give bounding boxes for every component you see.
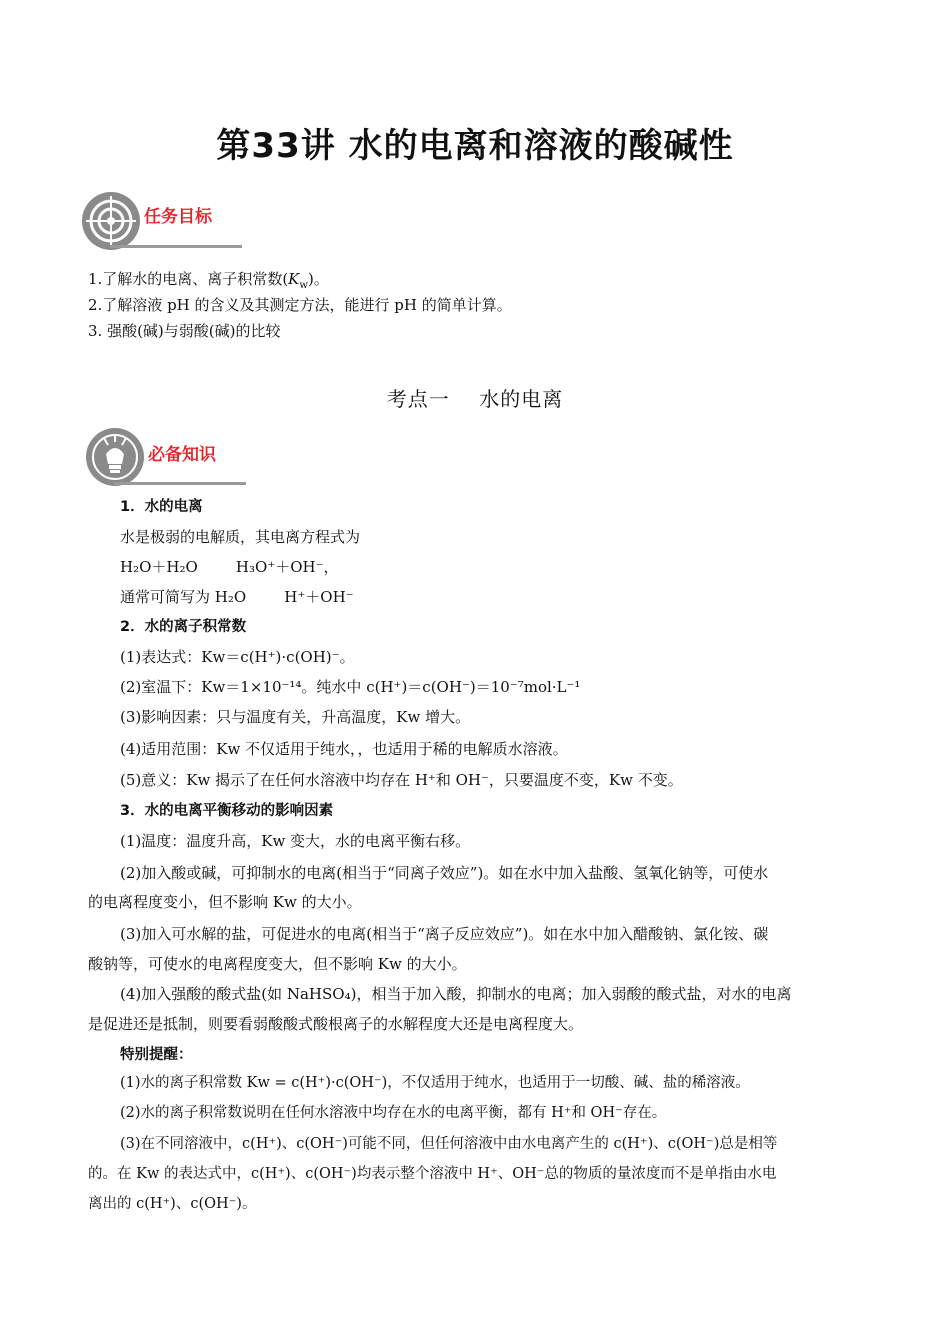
target-icon [82,192,140,250]
knowledge-label: 必备知识 [148,445,216,465]
text-line: (5)意义：Kw 揭示了在任何水溶液中均存在 H⁺和 OH⁻，只要温度不变，Kw 不变。 [120,771,683,789]
text-line: (3)加入可水解的盐，可促进水的电离(相当于“离子反应效应”)。如在水中加入醋酸钠、氯化铵、碳 [120,925,769,943]
goals-section-header [80,190,250,254]
text-line: (4)适用范围：Kw 不仅适用于纯水，，也适用于稀的电解质水溶液。 [120,740,568,758]
equation-line: 通常可简写为 H₂O H⁺＋OH⁻ [120,588,354,606]
page-title: 第33讲 水的电离和溶液的酸碱性 [216,126,734,166]
text-line: 离出的 c(H⁺)、c(OH⁻)。 [88,1196,257,1212]
text-line: (3)影响因素：只与温度有关，升高温度，Kw 增大。 [120,708,471,726]
section-underline [110,245,242,248]
text-line: (4)加入强酸的酸式盐(如 NaHSO₄)，相当于加入酸，抑制水的电离；加入弱酸的酸式盐，对水的电离 [120,985,792,1003]
text-line: 酸钠等，可使水的电离程度变大，但不影响 Kw 的大小。 [88,955,467,973]
text-line: 的。在 Kw 的表达式中，c(H⁺)、c(OH⁻)均表示整个溶液中 H⁺、OH⁻总的物质的量浓度而不是单指由水电 [88,1166,777,1182]
heading-special-note: 特别提醒： [120,1047,193,1063]
text-line: 的电离程度变小，但不影响 Kw 的大小。 [88,893,362,911]
goal-item: 1.了解水的电离、离子积常数$(K_w)$。 [88,270,329,291]
text-line: (1)水的离子积常数 Kw = c(H⁺)·c(OH⁻)，不仅适用于纯水，也适用于一切酸、碱、盐的稀溶液。 [120,1075,750,1091]
text-line: (2)水的离子积常数说明在任何水溶液中均存在水的电离平衡，都有 H⁺和 OH⁻存在。 [120,1105,667,1121]
text-line: (2)室温下：Kw＝1×10⁻¹⁴。纯水中 c(H⁺)＝c(OH⁻)＝10⁻⁷mol·L⁻¹ [120,678,581,696]
equation-line: H₂O＋H₂O H₃O⁺＋OH⁻， [120,558,339,576]
text-line: (3)在不同溶液中，c(H⁺)、c(OH⁻)可能不同，但任何溶液中由水电离产生的 c(H⁺)、c(OH⁻)总是相等 [120,1136,778,1152]
goal-item: 2.了解溶液 pH 的含义及其测定方法，能进行 pH 的简单计算。 [88,296,512,314]
text-line: (2)加入酸或碱，可抑制水的电离(相当于“同离子效应”)。如在水中加入盐酸、氢氧化钠等，可使水 [120,864,769,882]
lightbulb-icon [86,428,144,486]
goal-item: 3. 强酸(碱)与弱酸(碱)的比较 [88,322,281,340]
heading-ion-product: 2．水的离子积常数 [120,619,247,635]
goals-label: 任务目标 [144,207,212,227]
text-line: 水是极弱的电解质，其电离方程式为 [120,528,361,546]
heading-water-ionization: 1．水的电离 [120,499,203,515]
text-line: 是促进还是抵制，则要看弱酸酸式酸根离子的水解程度大还是电离程度大。 [88,1015,584,1033]
text-line: (1)表达式：Kw＝c(H⁺)·c(OH)⁻。 [120,648,355,666]
heading-equilibrium-factors: 3．水的电离平衡移动的影响因素 [120,803,334,819]
section-underline [114,482,246,485]
kaodian-heading: 考点一 水的电离 [386,387,564,411]
knowledge-section-header [84,428,254,492]
text-line: (1)温度：温度升高，Kw 变大，水的电离平衡右移。 [120,832,471,850]
